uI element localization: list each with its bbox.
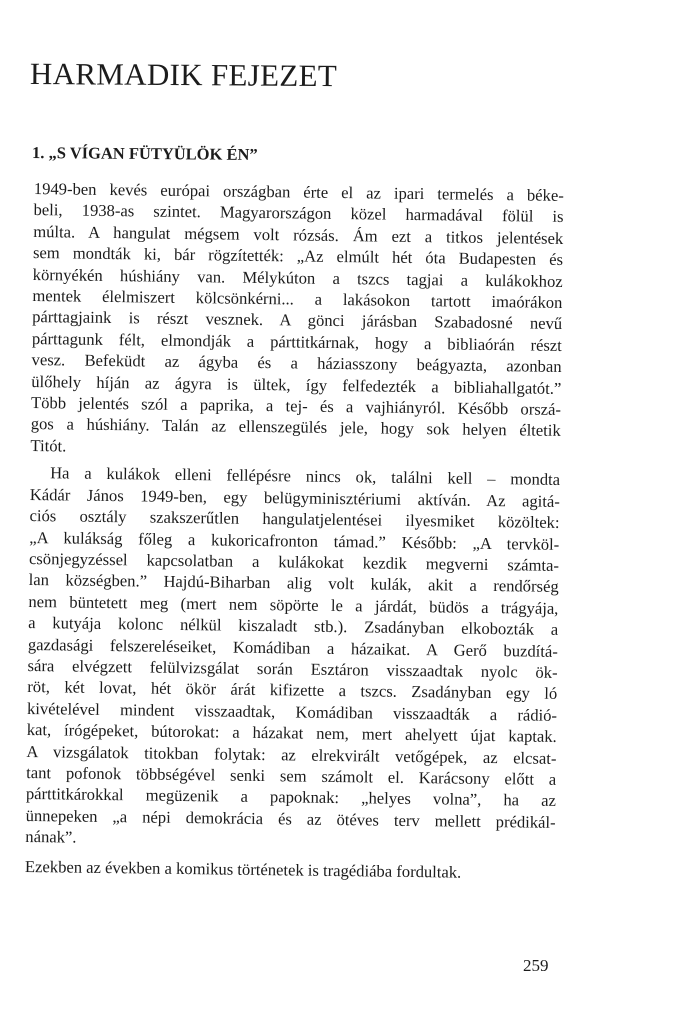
text-line: 1949-ben kevés európai országban érte el az ipari termelés a béke- — [33, 178, 564, 205]
text-line: tant pofonok többségével senki sem számolt el. Karácsony előtt a — [26, 762, 557, 789]
text-line: Kádár János 1949-ben, egy belügyminisztériumi aktíván. Az agitá- — [29, 484, 560, 511]
page-number: 259 — [523, 956, 549, 975]
text-line: sem mondták ki, bár rögzítették: „Az elmúlt hét óta Budapesten és — [32, 243, 564, 270]
text-line: Titót. — [30, 435, 67, 456]
text-line: kat, írógépeket, bútorokat: a házakat nem, mert ahelyett újat kaptak. — [26, 720, 557, 747]
text-line: röt, két lovat, hét ökör árát kifizette a tszcs. Zsadányban egy ló — [27, 677, 558, 704]
text-line: múlta. A hangulat mégsem volt rózsás. Ám ezt a titkos jelentések — [33, 221, 564, 248]
section-title: 1. „S VÍGAN FÜTYÜLÖK ÉN” — [31, 143, 258, 164]
paragraph-1 — [30, 178, 564, 463]
text-line: nem büntetett meg (mert nem söpörte le a járdát, büdös a trágyája, — [28, 591, 559, 618]
text-line: sára elvégzett felülvizsgálat során Esztáron visszaadtak nyolc ök- — [27, 655, 558, 682]
text-line: gazdasági felszereléseiket, Komádiban a házaikat. A Gerő buzdítá- — [27, 634, 558, 661]
text-line: Több jelentés szól a paprika, a tej- és a vajhiányról. Később orszá- — [30, 393, 562, 419]
paragraph-2 — [25, 462, 560, 854]
text-line: nának”. — [25, 827, 77, 847]
text-line: lan községben.” Hajdú-Biharban alig volt kulák, akit a rendőrség — [28, 570, 559, 597]
text-line: a kutyája kolonc nélkül kiszaladt stb.). Zsadányban elkobozták a — [28, 613, 559, 640]
text-line: csönjegyzéssel kapcsolatban a kulákokat kezdik megverni számta- — [28, 548, 560, 575]
text-line: környékén húshiány van. Mélykúton a tszcs tagjai a kulákokhoz — [32, 264, 563, 291]
text-line: vesz. Befeküdt az ágyba és a háziasszony beágyazta, azonban — [31, 350, 562, 377]
chapter-title: HARMADIK FEJEZET — [29, 56, 338, 94]
text-line: párttagunk félt, elmondják a párttitkárnak, hogy a bibliaórán részt — [31, 328, 562, 355]
text-line: kivételével mindent visszaadtak, Komádiban visszaadták a rádió- — [26, 698, 558, 725]
text-line: Ezekben az években a komikus történetek is tragédiába fordultak. — [24, 856, 462, 882]
text-line: párttagjaink is részt vesznek. A gönci járásban Szabadosné nevű — [32, 307, 563, 334]
text-line: ünnepeken „a népi demokrácia és az ötéves terv mellett prédikál- — [25, 805, 556, 832]
text-line: gos a húshiány. Talán az ellenszegülés jele, hogy sok helyen éltetik — [30, 414, 561, 441]
text-line: beli, 1938-as szintet. Magyarországon közel harmadával fölül is — [33, 200, 564, 227]
text-line: Ha a kulákok elleni fellépésre nincs ok, találni kell – mondta — [50, 463, 561, 490]
text-line: párttitkárokkal megüzenik a papoknak: „helyes volna”, ha az — [25, 784, 557, 811]
text-line: ülőhely híján az ágyra is ültek, így felfedezték a bibliahallgatót.” — [31, 371, 562, 398]
text-line: ciós osztály szakszerűtlen hangulatjelentései ilyesmiket közöltek: — [29, 506, 560, 533]
text-line: „A kulákság főleg a kukoricafronton támad.” Később: „A tervköl- — [29, 527, 560, 554]
body-text — [25, 178, 564, 884]
text-line: A vizsgálatok titokban folytak: az elrekvirált vetőgépek, az elcsat- — [26, 741, 557, 768]
text-line: mentek élelmiszert kölcsönkérni... a lakásokon tartott imaórákon — [32, 286, 563, 312]
